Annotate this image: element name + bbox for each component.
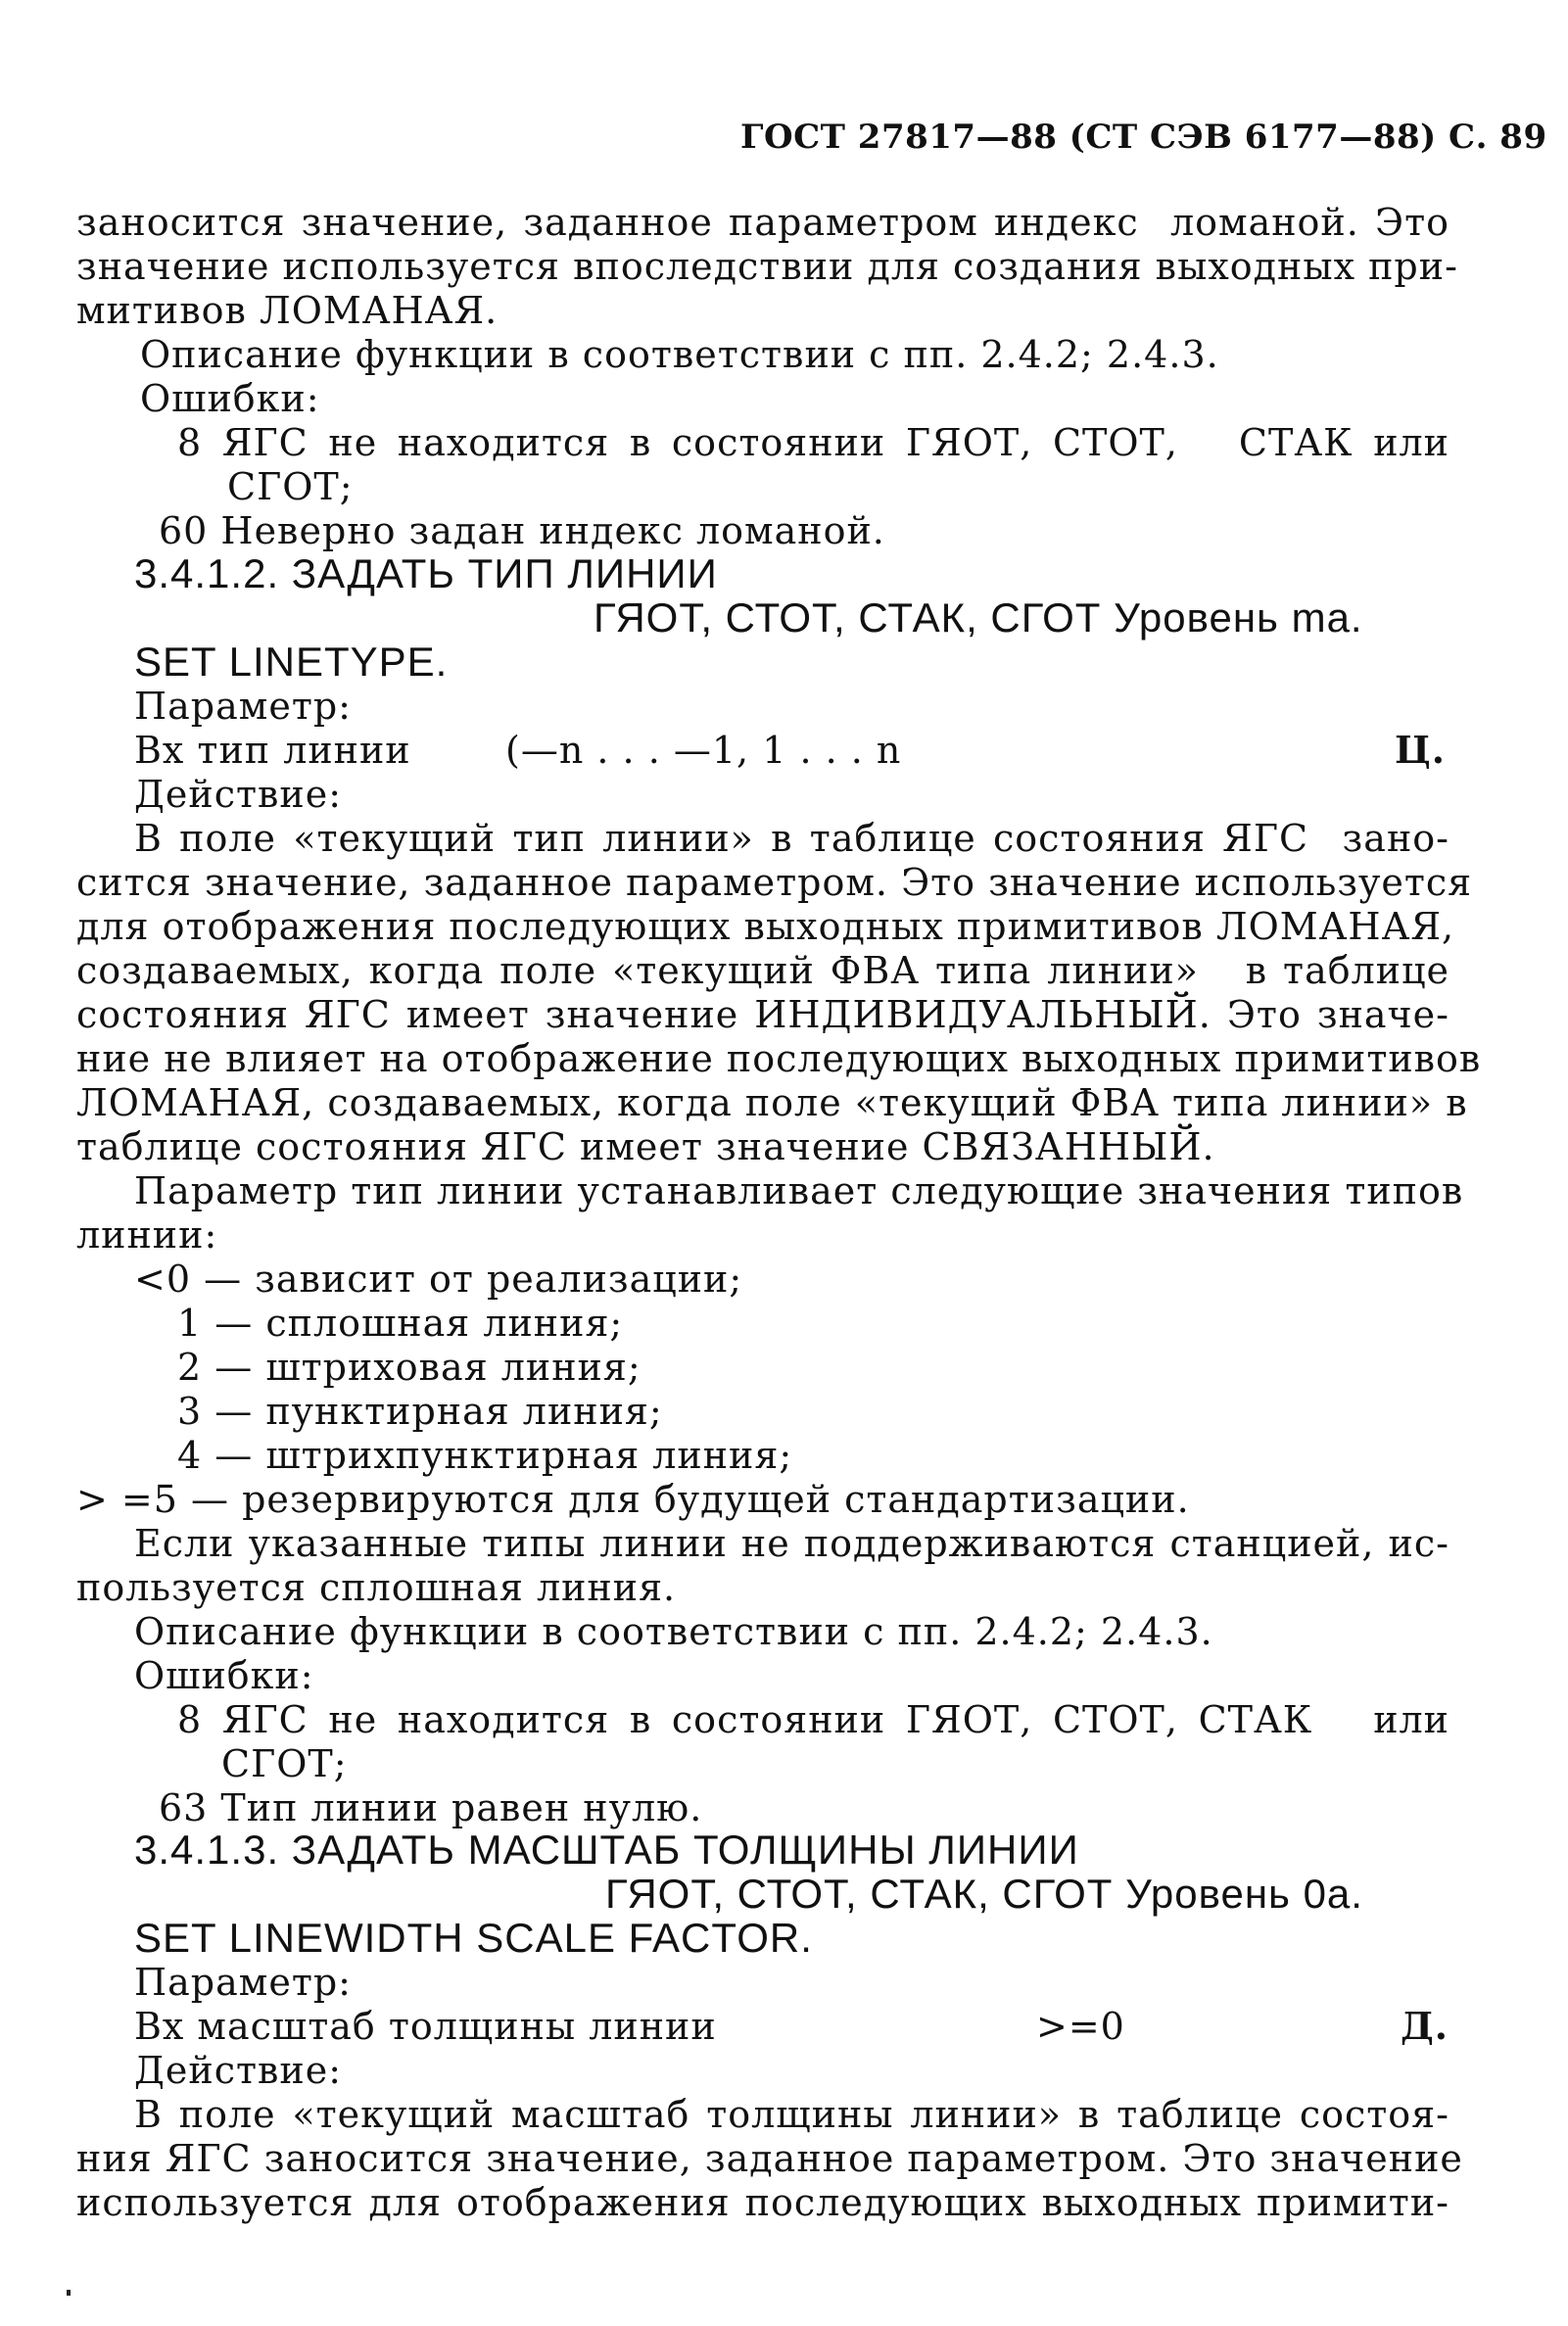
error-item: 8 ЯГС не находится в состоянии ГЯОТ, СТОТ, СТАК или bbox=[177, 1698, 1449, 1741]
text-line: сится значение, заданное параметром. Это значение используется bbox=[76, 861, 1473, 904]
text-line: ния ЯГС заносится значение, заданное параметром. Это значение bbox=[76, 2137, 1463, 2180]
text-line: Если указанные типы линии не поддерживаются станцией, ис- bbox=[134, 1522, 1449, 1565]
parameter-label: Параметр: bbox=[134, 685, 352, 728]
error-item: 63 Тип линии равен нулю. bbox=[159, 1786, 703, 1829]
text-line: В поле «текущий тип линии» в таблице состояния ЯГС зано- bbox=[134, 817, 1449, 860]
section-heading: 3.4.1.2. ЗАДАТЬ ТИП ЛИНИИ bbox=[134, 550, 718, 596]
text-line: для отображения последующих выходных примитивов ЛОМАНАЯ, bbox=[76, 905, 1455, 948]
scan-speck bbox=[67, 2290, 71, 2296]
function-name: SET LINEWIDTH SCALE FACTOR. bbox=[134, 1915, 813, 1961]
text-line: В поле «текущий масштаб толщины линии» в таблице состоя- bbox=[134, 2093, 1449, 2136]
action-label: Действие: bbox=[134, 773, 343, 816]
text-line: создаваемых, когда поле «текущий ФВА типа линии» в таблице bbox=[76, 949, 1449, 992]
text-line: Описание функции в соответствии с пп. 2.4.2; 2.4.3. bbox=[134, 1610, 1213, 1653]
linetype-value-item: 4 — штрихпунктирная линия; bbox=[177, 1434, 793, 1477]
text-line: Описание функции в соответствии с пп. 2.4.2; 2.4.3. bbox=[140, 333, 1219, 376]
parameter-label: Параметр: bbox=[134, 1961, 352, 2004]
error-item: 60 Неверно задан индекс ломаной. bbox=[159, 509, 885, 552]
text-line: ние не влияет на отображение последующих выходных примитивов bbox=[76, 1037, 1482, 1080]
linetype-value-item: > =5 — резервируются для будущей стандартизации. bbox=[76, 1478, 1190, 1521]
text-line: ЛОМАНАЯ, создаваемых, когда поле «текущий ФВА типа линии» в bbox=[76, 1081, 1468, 1124]
parameter-name: Вх тип линии bbox=[134, 729, 411, 772]
section-heading: 3.4.1.3. ЗАДАТЬ МАСШТАБ ТОЛЩИНЫ ЛИНИИ bbox=[134, 1827, 1079, 1873]
text-line: пользуется сплошная линия. bbox=[76, 1566, 677, 1609]
error-item: 8 ЯГС не находится в состоянии ГЯОТ, СТОТ, СТАК или bbox=[177, 421, 1449, 464]
error-item-continuation: СГОТ; bbox=[227, 465, 354, 508]
parameter-name: Вх масштаб толщины линии bbox=[134, 2005, 717, 2048]
linetype-value-item: 2 — штриховая линия; bbox=[177, 1346, 641, 1389]
error-item-continuation: СГОТ; bbox=[221, 1742, 348, 1785]
text-line: состояния ЯГС имеет значение ИНДИВИДУАЛЬНЫЙ. Это значе- bbox=[76, 993, 1449, 1036]
linetype-value-item: 3 — пунктирная линия; bbox=[177, 1390, 663, 1433]
text-line: таблице состояния ЯГС имеет значение СВЯЗАННЫЙ. bbox=[76, 1125, 1215, 1168]
section-states-level: ГЯОТ, СТОТ, СТАК, СГОТ Уровень 0a. bbox=[605, 1871, 1363, 1917]
text-line: митивов ЛОМАНАЯ. bbox=[76, 289, 499, 332]
linetype-value-item: <0 — зависит от реализации; bbox=[134, 1258, 743, 1301]
text-line: заносится значение, заданное параметром индекс ломаной. Это bbox=[76, 201, 1449, 244]
text-line: линии: bbox=[76, 1213, 218, 1257]
text-line: Параметр тип линии устанавливает следующие значения типов bbox=[134, 1169, 1464, 1212]
text-line: значение используется впоследствии для создания выходных при- bbox=[76, 245, 1458, 288]
parameter-type: Ц. bbox=[1395, 728, 1446, 772]
function-name: SET LINETYPE. bbox=[134, 639, 449, 685]
text-line: используется для отображения последующих выходных примити- bbox=[76, 2181, 1449, 2224]
parameter-range: (—n . . . —1, 1 . . . n bbox=[505, 729, 902, 772]
page-header: ГОСТ 27817—88 (СТ СЭВ 6177—88) С. 89 bbox=[740, 118, 1547, 157]
text-line: Ошибки: bbox=[140, 377, 320, 420]
parameter-type: Д. bbox=[1401, 2004, 1449, 2048]
action-label: Действие: bbox=[134, 2049, 343, 2092]
linetype-value-item: 1 — сплошная линия; bbox=[177, 1302, 624, 1345]
parameter-range: >=0 bbox=[1036, 2005, 1125, 2048]
text-line: Ошибки: bbox=[134, 1654, 314, 1697]
section-states-level: ГЯОТ, СТОТ, СТАК, СГОТ Уровень ma. bbox=[594, 594, 1363, 641]
